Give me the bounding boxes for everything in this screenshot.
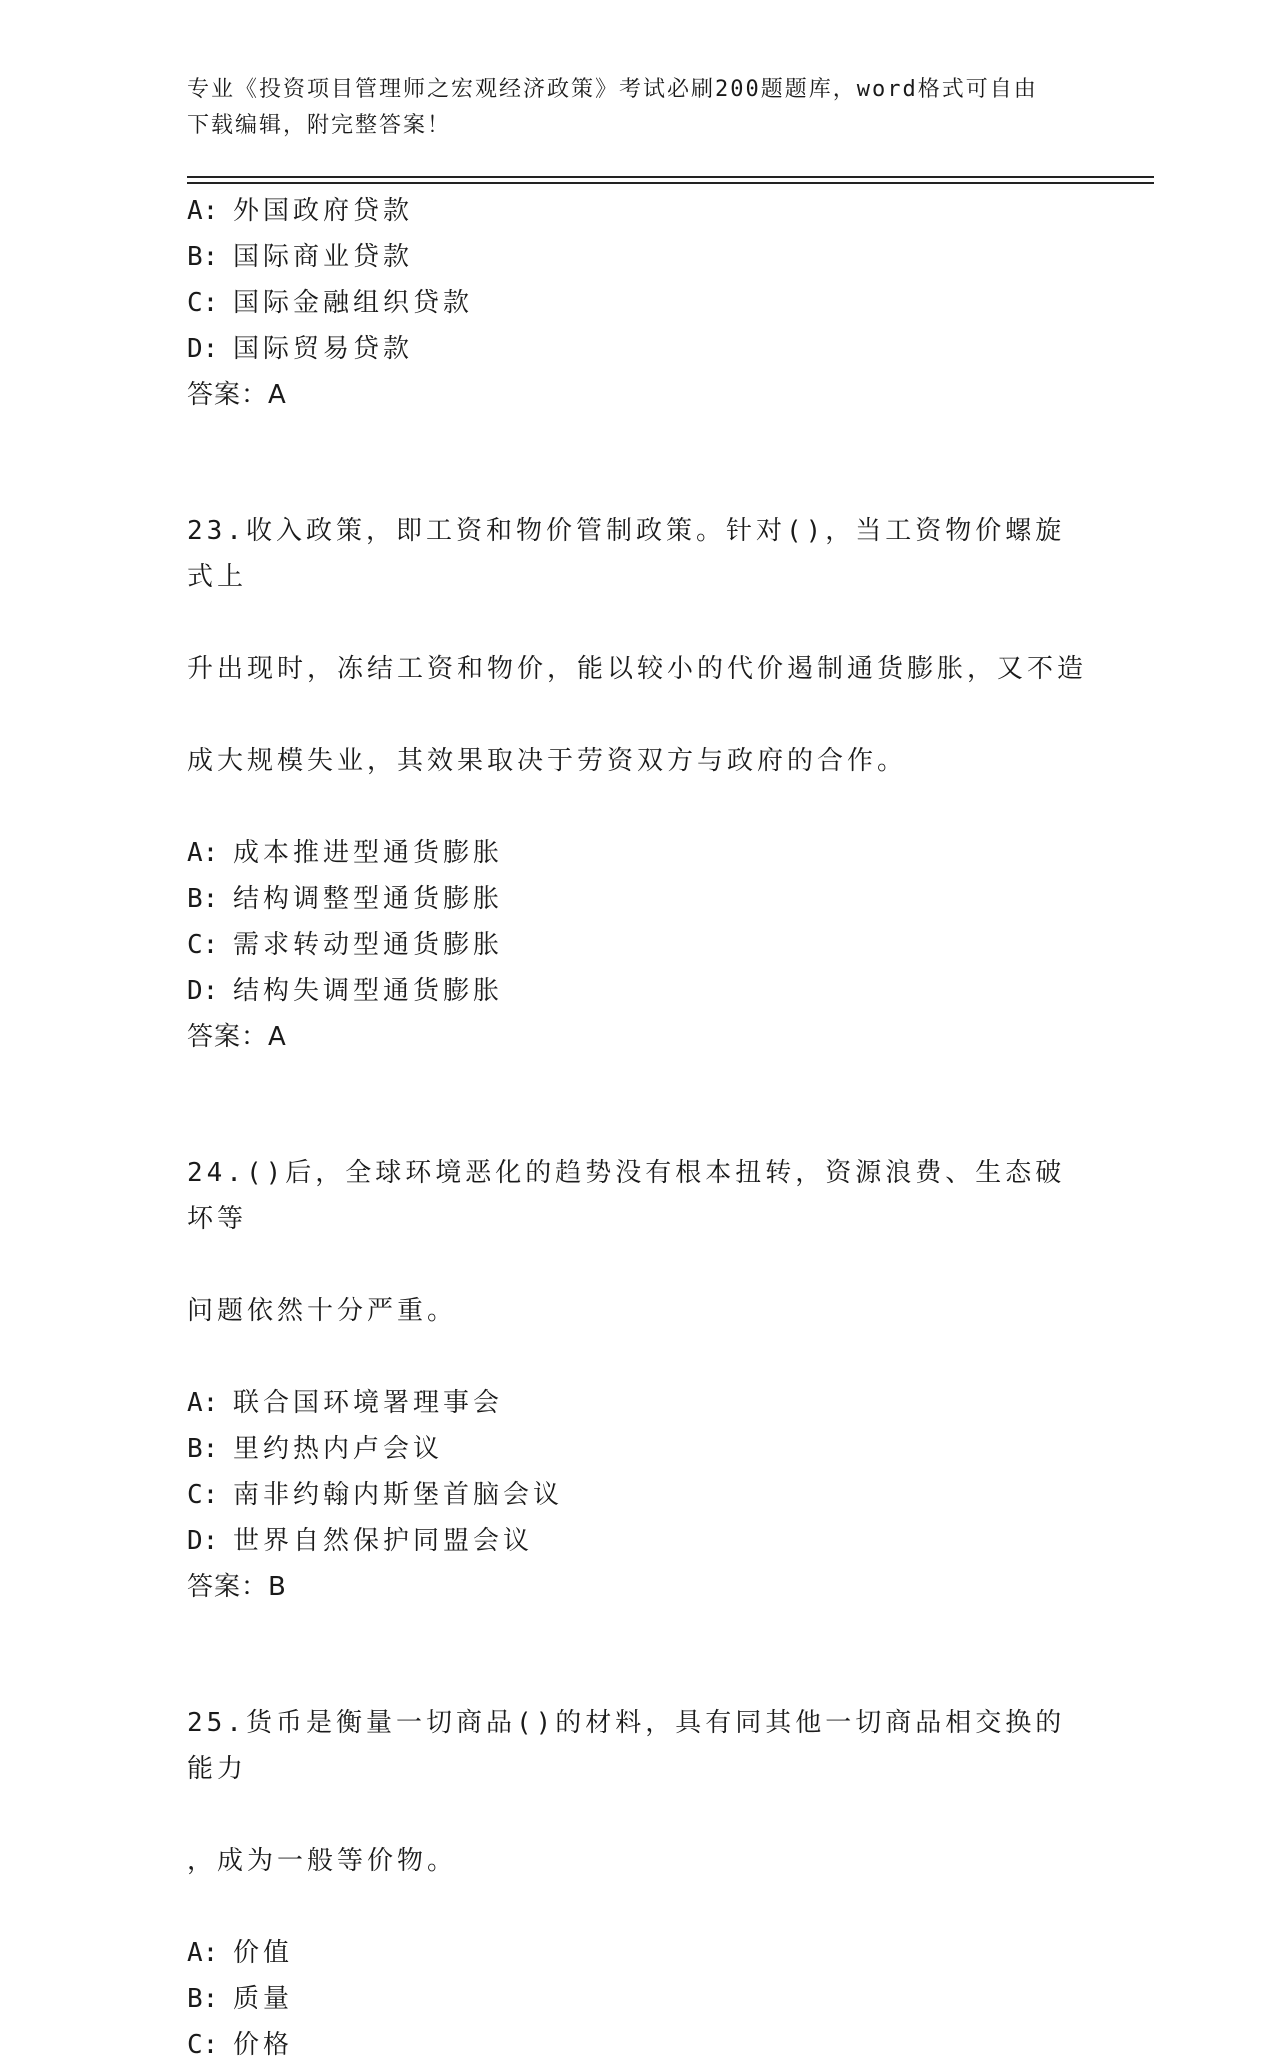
option-b: B: 结构调整型通货膨胀 bbox=[187, 884, 504, 914]
answer: 答案：B bbox=[187, 1572, 287, 1602]
question-24 bbox=[187, 1104, 1087, 1610]
question-list bbox=[187, 188, 1087, 2068]
question-25 bbox=[187, 1654, 1087, 2068]
question-text-line: 升出现时，冻结工资和物价，能以较小的代价遏制通货膨胀，又不造 bbox=[187, 654, 1088, 684]
question-text bbox=[187, 1654, 1087, 1930]
answer: 答案：A bbox=[187, 380, 287, 410]
option-c: C: 国际金融组织贷款 bbox=[187, 288, 474, 318]
option-a: A: 外国政府贷款 bbox=[187, 196, 414, 226]
option-b: B: 质量 bbox=[187, 1984, 294, 2014]
header-divider-bottom bbox=[187, 182, 1154, 184]
question-text-line: 成大规模失业，其效果取决于劳资双方与政府的合作。 bbox=[187, 746, 908, 776]
option-c: C: 价格 bbox=[187, 2030, 294, 2060]
question-text-line: 问题依然十分严重。 bbox=[187, 1296, 458, 1326]
answer: 答案：A bbox=[187, 1022, 287, 1052]
question-23 bbox=[187, 462, 1087, 1060]
option-c: C: 南非约翰内斯堡首脑会议 bbox=[187, 1480, 564, 1510]
option-b: B: 国际商业贷款 bbox=[187, 242, 414, 272]
question-text-line: 25.货币是衡量一切商品()的材料，具有同其他一切商品相交换的能力 bbox=[187, 1708, 1066, 1784]
option-d: D: 结构失调型通货膨胀 bbox=[187, 976, 504, 1006]
question-text-line: 24.()后，全球环境恶化的趋势没有根本扭转，资源浪费、生态破坏等 bbox=[187, 1158, 1066, 1234]
option-a: A: 联合国环境署理事会 bbox=[187, 1388, 504, 1418]
option-d: D: 国际贸易贷款 bbox=[187, 334, 414, 364]
header-line-2: 下载编辑，附完整答案！ bbox=[187, 113, 452, 138]
header-line-1: 专业《投资项目管理师之宏观经济政策》考试必刷200题题库，word格式可自由 bbox=[187, 77, 1038, 102]
document-header bbox=[187, 72, 1087, 144]
option-c: C: 需求转动型通货膨胀 bbox=[187, 930, 504, 960]
option-a: A: 成本推进型通货膨胀 bbox=[187, 838, 504, 868]
option-d: D: 世界自然保护同盟会议 bbox=[187, 1526, 534, 1556]
question-22 bbox=[187, 188, 1087, 418]
header-divider-top bbox=[187, 176, 1154, 178]
option-a: A: 价值 bbox=[187, 1938, 294, 1968]
question-text-line: ，成为一般等价物。 bbox=[187, 1846, 458, 1876]
question-text bbox=[187, 1104, 1087, 1380]
question-text-line: 23.收入政策，即工资和物价管制政策。针对()，当工资物价螺旋式上 bbox=[187, 516, 1066, 592]
question-text bbox=[187, 462, 1087, 830]
option-b: B: 里约热内卢会议 bbox=[187, 1434, 444, 1464]
